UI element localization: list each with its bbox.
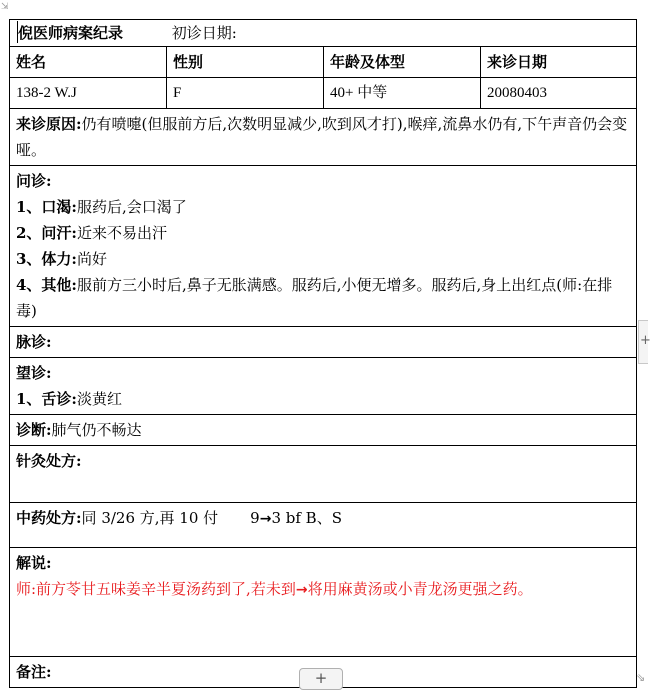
herbal-cell[interactable]: [10, 503, 637, 548]
herbal-note-pre: 9: [250, 509, 260, 527]
explanation-text-pre: 师:前方苓甘五味姜辛半夏汤药到了,若未到: [16, 580, 296, 598]
medical-record-table: [9, 19, 637, 688]
inspection-item-value: 淡黄红: [76, 390, 122, 408]
patient-age-build[interactable]: 40+ 中等: [324, 78, 481, 109]
acupuncture-label: 针灸处方:: [16, 452, 82, 470]
explanation-text-post: 将用麻黄汤或小青龙汤更强之药。: [307, 580, 533, 598]
first-visit-date-label: 初诊日期:: [171, 24, 237, 42]
add-row-button[interactable]: +: [299, 668, 343, 690]
value-row: [10, 78, 637, 109]
reason-row: [10, 109, 637, 166]
title-row: [10, 20, 637, 47]
inquiry-item-value: 服前方三小时后,鼻子无胀满感。服药后,小便无增多。服药后,身上出红点(师:在排毒): [16, 276, 613, 320]
pulse-row: [10, 327, 637, 358]
inspection-cell[interactable]: [10, 358, 637, 415]
inquiry-item-value: 服药后,会口渴了: [76, 198, 187, 216]
herbal-value: 同 3/26 方,再 10 付: [81, 509, 219, 527]
inspection-item: [16, 386, 630, 412]
pulse-label: 脉诊:: [16, 333, 52, 351]
header-gender[interactable]: 性别: [167, 47, 324, 78]
diagnosis-row: [10, 415, 637, 446]
add-column-button[interactable]: [638, 320, 651, 364]
reason-cell[interactable]: [10, 109, 637, 166]
explanation-label: 解说:: [16, 554, 52, 572]
inquiry-item-key: 1、口渴:: [16, 198, 77, 216]
visit-date[interactable]: 20080403: [481, 78, 637, 109]
inquiry-label: 问诊:: [16, 172, 52, 190]
patient-name[interactable]: 138-2 W.J: [10, 78, 167, 109]
plus-icon: +: [640, 333, 651, 348]
header-visit-date[interactable]: 来诊日期: [481, 47, 637, 78]
inquiry-item: [16, 246, 630, 272]
header-age-build[interactable]: 年龄及体型: [324, 47, 481, 78]
header-name[interactable]: 姓名: [10, 47, 167, 78]
inquiry-item: [16, 272, 630, 324]
arrow-right-icon: →: [295, 582, 308, 598]
herbal-label: 中药处方:: [16, 509, 82, 527]
inspection-label: 望诊:: [16, 364, 52, 382]
acupuncture-cell[interactable]: [10, 446, 637, 503]
notes-label: 备注:: [16, 663, 52, 681]
inquiry-row: [10, 166, 637, 327]
table-resize-handle-icon[interactable]: ⇘: [636, 671, 646, 684]
inspection-row: [10, 358, 637, 415]
diagnosis-label: 诊断:: [16, 421, 52, 439]
table-move-handle-icon[interactable]: ⇲: [1, 2, 9, 12]
inquiry-item-value: 尚好: [76, 250, 107, 268]
inspection-item-key: 1、舌诊:: [16, 390, 77, 408]
inquiry-item-key: 2、问汗:: [16, 224, 77, 242]
arrow-right-icon: →: [259, 511, 272, 527]
inquiry-item: [16, 220, 630, 246]
acupuncture-row: [10, 446, 637, 503]
explanation-row: [10, 548, 637, 657]
reason-text: 仍有喷嚏(但服前方后,次数明显减少,吹到风才打),喉痒,流鼻水仍有,下午声音仍会变哑。: [16, 115, 628, 159]
document-title: 倪医师病案纪录: [18, 24, 124, 42]
diagnosis-cell[interactable]: [10, 415, 637, 446]
header-row: [10, 47, 637, 78]
herbal-note-post: 3 bf B、S: [271, 509, 342, 527]
inquiry-cell[interactable]: [10, 166, 637, 327]
explanation-text: [16, 576, 630, 603]
explanation-cell[interactable]: [10, 548, 637, 657]
patient-gender[interactable]: F: [167, 78, 324, 109]
inquiry-item-value: 近来不易出汗: [76, 224, 167, 242]
diagnosis-value: 肺气仍不畅达: [51, 421, 142, 439]
herbal-row: [10, 503, 637, 548]
acupuncture-empty-line: [16, 474, 630, 500]
inquiry-item: [16, 194, 630, 220]
reason-label: 来诊原因:: [16, 115, 82, 133]
pulse-cell[interactable]: [10, 327, 637, 358]
inquiry-item-key: 3、体力:: [16, 250, 77, 268]
inquiry-item-key: 4、其他:: [16, 276, 77, 294]
